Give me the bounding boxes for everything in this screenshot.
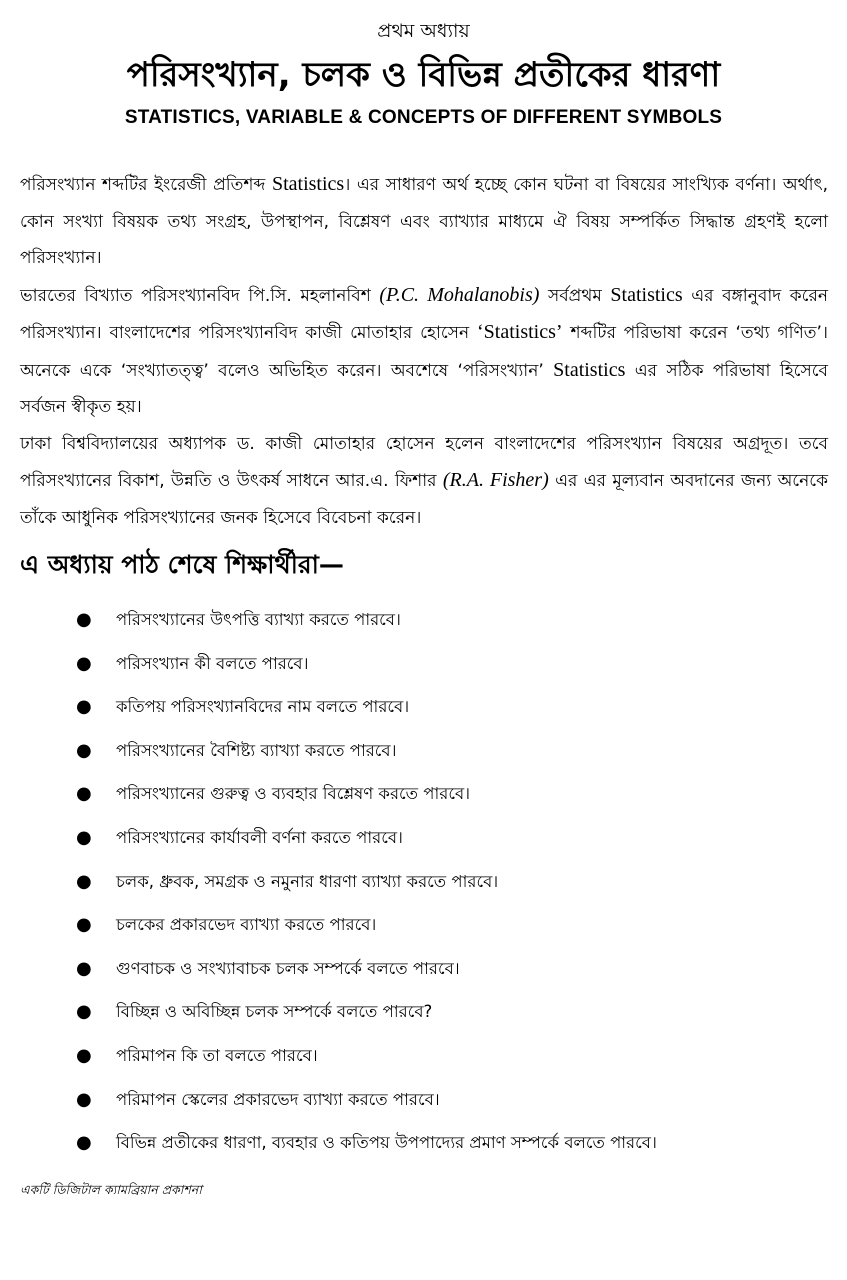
outcome-item-10 — [0, 990, 847, 1034]
chapter-title-english: STATISTICS, VARIABLE & CONCEPTS OF DIFFERENT SYMBOLS — [124, 107, 723, 128]
bullet-icon: ● — [76, 1088, 92, 1110]
bullet-icon: ● — [76, 696, 92, 718]
learning-outcomes-heading: এ অধ্যায় পাঠ শেষে শিক্ষার্থীরা— — [20, 550, 344, 579]
learning-outcomes-list — [0, 598, 847, 1165]
p2-text-c: এর বঙ্গানুবাদ করেন পরিসংখ্যান। বাংলাদেশের পরিসংখ্যানবিদ কাজী মোতাহার হোসেন — [20, 285, 829, 343]
outcome-text: বিভিন্ন প্রতীকের ধারণা, ব্যবহার ও কতিপয় উপপাদ্যের প্রমাণ সম্পর্কে বলতে পারবে। — [116, 1133, 657, 1153]
p2-term-statistics-1: Statistics — [610, 283, 683, 306]
outcome-text: পরিমাপন স্কেলের প্রকারভেদ ব্যাখ্যা করতে পারবে। — [116, 1089, 440, 1109]
bullet-icon: ● — [76, 1044, 92, 1066]
outcome-text: কতিপয় পরিসংখ্যানবিদের নাম বলতে পারবে। — [116, 697, 410, 717]
outcome-item-3 — [0, 685, 847, 729]
outcome-text: বিচ্ছিন্ন ও অবিচ্ছিন্ন চলক সম্পর্কে বলতে পারবে? — [116, 1002, 433, 1022]
bullet-icon: ● — [76, 783, 92, 805]
bullet-icon: ● — [76, 914, 92, 936]
bullet-icon: ● — [76, 1132, 92, 1154]
intro-paragraph-1 — [20, 166, 828, 277]
outcome-item-1 — [0, 598, 847, 642]
outcome-item-8 — [0, 903, 847, 947]
p3-text-b: এর এর মূল্যবান অবদানের জন্য অনেকে তাঁকে আধুনিক পরিসংখ্যানের জনক হিসেবে বিবেচনা করেন। — [20, 471, 828, 528]
p1-text-b: । এর সাধারণ অর্থ হচ্ছে কোন ঘটনা বা বিষয়ের সাংখ্যিক বর্ণনা। অর্থাৎ, কোন সংখ্যা বিষয়ক তথ্য সংগ্রহ, উপস্থাপন, বিশ্লেষণ এবং ব্যাখ্যার মাধ্যমে ঐ বিষয় সম্পর্কিত সিদ্ধান্ত গ্রহণই হলো পরিসংখ্যান। — [20, 175, 829, 268]
outcome-text: পরিমাপন কি তা বলতে পারবে। — [116, 1045, 318, 1065]
outcome-text: পরিসংখ্যানের কার্যাবলী বর্ণনা করতে পারবে। — [116, 827, 403, 847]
p2-text-e: এর সঠিক পরিভাষা হিসেবে সর্বজন স্বীকৃত হয়। — [20, 360, 828, 417]
p2-term-statistics-3: Statistics — [553, 358, 626, 381]
bullet-icon: ● — [76, 870, 92, 892]
outcome-item-11 — [0, 1034, 847, 1078]
outcome-item-13 — [0, 1121, 847, 1165]
bullet-icon: ● — [76, 652, 92, 674]
p3-name-fisher: (R.A. Fisher) — [442, 469, 549, 491]
publisher-footer: একটি ডিজিটাল ক্যামব্রিয়ান প্রকাশনা — [20, 1182, 202, 1197]
bullet-icon: ● — [76, 826, 92, 848]
outcome-text: চলক, ধ্রুবক, সমগ্রক ও নমুনার ধারণা ব্যাখ্যা করতে পারবে। — [116, 871, 499, 891]
intro-paragraph-2 — [20, 277, 828, 426]
chapter-title-bengali: পরিসংখ্যান, চলক ও বিভিন্ন প্রতীকের ধারণা — [126, 55, 721, 95]
p1-term-statistics: Statistics — [271, 173, 345, 195]
intro-section — [20, 166, 828, 536]
outcome-item-4 — [0, 729, 847, 773]
outcome-text: পরিসংখ্যানের বৈশিষ্ট্য ব্যাখ্যা করতে পারবে। — [116, 740, 397, 760]
chapter-label: প্রথম অধ্যায় — [377, 20, 470, 42]
p2-text-a: ভারতের বিখ্যাত পরিসংখ্যানবিদ পি.সি. মহলানবিশ — [20, 285, 380, 306]
intro-paragraph-3 — [20, 426, 828, 537]
outcome-item-9 — [0, 947, 847, 991]
outcome-item-6 — [0, 816, 847, 860]
outcome-item-2 — [0, 642, 847, 686]
p1-text-a: পরিসংখ্যান শব্দটির ইংরেজী প্রতিশব্দ — [20, 175, 272, 195]
outcome-text: পরিসংখ্যান কী বলতে পারবে। — [116, 653, 309, 673]
outcome-item-12 — [0, 1078, 847, 1122]
bullet-icon: ● — [76, 1001, 92, 1023]
p2-text-b: সর্বপ্রথম — [539, 285, 611, 306]
p2-name-mohalanobis: (P.C. Mohalanobis) — [379, 283, 540, 306]
outcome-item-7 — [0, 860, 847, 904]
outcome-item-5 — [0, 772, 847, 816]
p2-term-statistics-2: ‘Statistics’ — [477, 321, 563, 343]
bullet-icon: ● — [76, 957, 92, 979]
p2-text-d: শব্দটির পরিভাষা করেন ‘তথ্য গণিত’। অনেকে একে ‘সংখ্যাতত্ত্ব’ বলেও অভিহিত করেন। অবশেষে ‘পরিসংখ্যান’ — [20, 323, 828, 381]
outcome-text: চলকের প্রকারভেদ ব্যাখ্যা করতে পারবে। — [116, 915, 377, 935]
outcome-text: পরিসংখ্যানের উৎপত্তি ব্যাখ্যা করতে পারবে। — [116, 610, 401, 629]
p3-text-a: ঢাকা বিশ্ববিদ্যালয়ের অধ্যাপক ড. কাজী মোতাহার হোসেন হলেন বাংলাদেশের পরিসংখ্যান বিষয়ের অগ্রদূত। তবে পরিসংখ্যানের বিকাশ, উন্নতি ও উৎকর্ষ সাধনে আর.এ. ফিশার — [20, 433, 828, 491]
bullet-icon: ● — [76, 739, 92, 761]
bullet-icon: ● — [76, 609, 92, 630]
outcome-text: গুণবাচক ও সংখ্যাবাচক চলক সম্পর্কে বলতে পারবে। — [116, 958, 460, 978]
outcome-text: পরিসংখ্যানের গুরুত্ব ও ব্যবহার বিশ্লেষণ করতে পারবে। — [116, 784, 471, 804]
